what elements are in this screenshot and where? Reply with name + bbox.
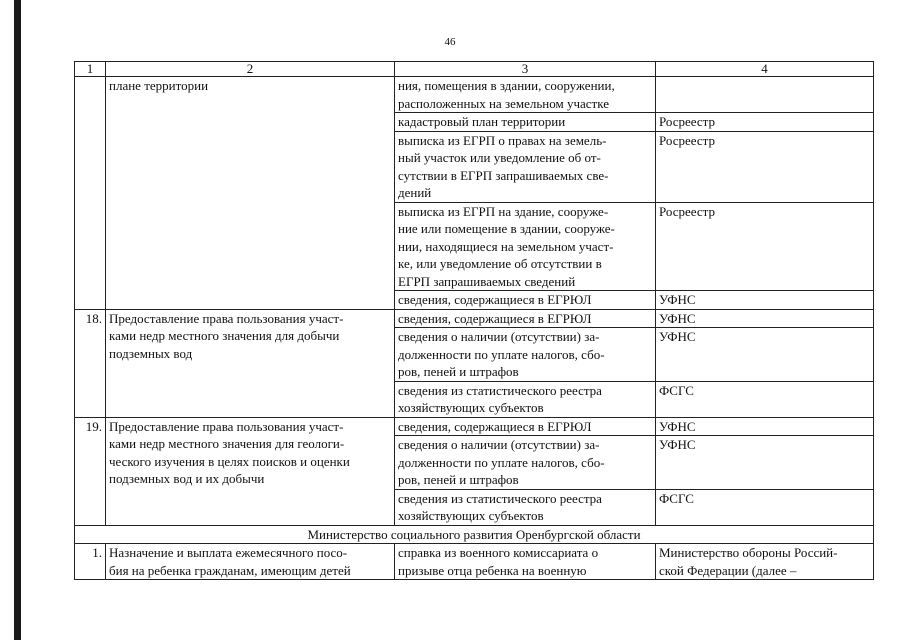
section-title: Министерство социального развития Оренбургской области — [75, 525, 874, 544]
table-row — [75, 77, 874, 113]
source-cell: УФНС — [656, 328, 874, 382]
table-row — [75, 544, 874, 580]
source-cell: УФНС — [656, 309, 874, 328]
document-cell: сведения из статистического реестра хозяйствующих субъектов — [395, 381, 656, 417]
source-cell: ФСГС — [656, 381, 874, 417]
column-number-row — [75, 62, 874, 77]
table-row — [75, 417, 874, 436]
source-cell: ФСГС — [656, 489, 874, 525]
document-cell: сведения, содержащиеся в ЕГРЮЛ — [395, 309, 656, 328]
source-cell: УФНС — [656, 417, 874, 436]
source-cell: Росреестр — [656, 131, 874, 202]
section-row — [75, 525, 874, 544]
row-number-cell: 1. — [75, 544, 106, 580]
binder-edge — [14, 0, 21, 640]
row-number-cell — [75, 77, 106, 310]
source-cell: Росреестр — [656, 113, 874, 132]
col-header-4: 4 — [656, 62, 874, 77]
document-cell: сведения, содержащиеся в ЕГРЮЛ — [395, 291, 656, 310]
document-cell: кадастровый план территории — [395, 113, 656, 132]
col-header-3: 3 — [395, 62, 656, 77]
source-cell — [656, 77, 874, 113]
document-cell: выписка из ЕГРП о правах на земель- ный участок или уведомление об от- сутствии в ЕГРП запрашиваемых све- дений — [395, 131, 656, 202]
col-header-2: 2 — [106, 62, 395, 77]
services-table — [74, 61, 874, 580]
service-cell: Назначение и выплата ежемесячного посо- бия на ребенка гражданам, имеющим детей — [106, 544, 395, 580]
service-cell: Предоставление права пользования участ- ками недр местного значения для добычи подземных вод — [106, 309, 395, 417]
page-number: 46 — [444, 36, 456, 48]
source-cell: УФНС — [656, 436, 874, 490]
document-cell: выписка из ЕГРП на здание, сооруже- ние или помещение в здании, сооруже- нии, находящиеся на земельном участ- ке, или уведомление об отсутствии в ЕГРП запрашиваемых сведений — [395, 202, 656, 291]
row-number-cell: 18. — [75, 309, 106, 417]
table-row — [75, 309, 874, 328]
col-header-1: 1 — [75, 62, 106, 77]
document-cell: сведения, содержащиеся в ЕГРЮЛ — [395, 417, 656, 436]
service-cell: Предоставление права пользования участ- ками недр местного значения для геологи- ческого изучения в целях поисков и оценки подземных вод и их добычи — [106, 417, 395, 525]
source-cell: УФНС — [656, 291, 874, 310]
source-cell: Росреестр — [656, 202, 874, 291]
document-cell: сведения о наличии (отсутствии) за- долженности по уплате налогов, сбо- ров, пеней и штрафов — [395, 436, 656, 490]
service-cell: плане территории — [106, 77, 395, 310]
document-cell: справка из военного комиссариата о призыве отца ребенка на военную — [395, 544, 656, 580]
source-cell: Министерство обороны Россий- ской Федерации (далее – — [656, 544, 874, 580]
row-number-cell: 19. — [75, 417, 106, 525]
document-cell: сведения о наличии (отсутствии) за- долженности по уплате налогов, сбо- ров, пеней и штрафов — [395, 328, 656, 382]
document-cell: ния, помещения в здании, сооружении, расположенных на земельном участке — [395, 77, 656, 113]
document-cell: сведения из статистического реестра хозяйствующих субъектов — [395, 489, 656, 525]
